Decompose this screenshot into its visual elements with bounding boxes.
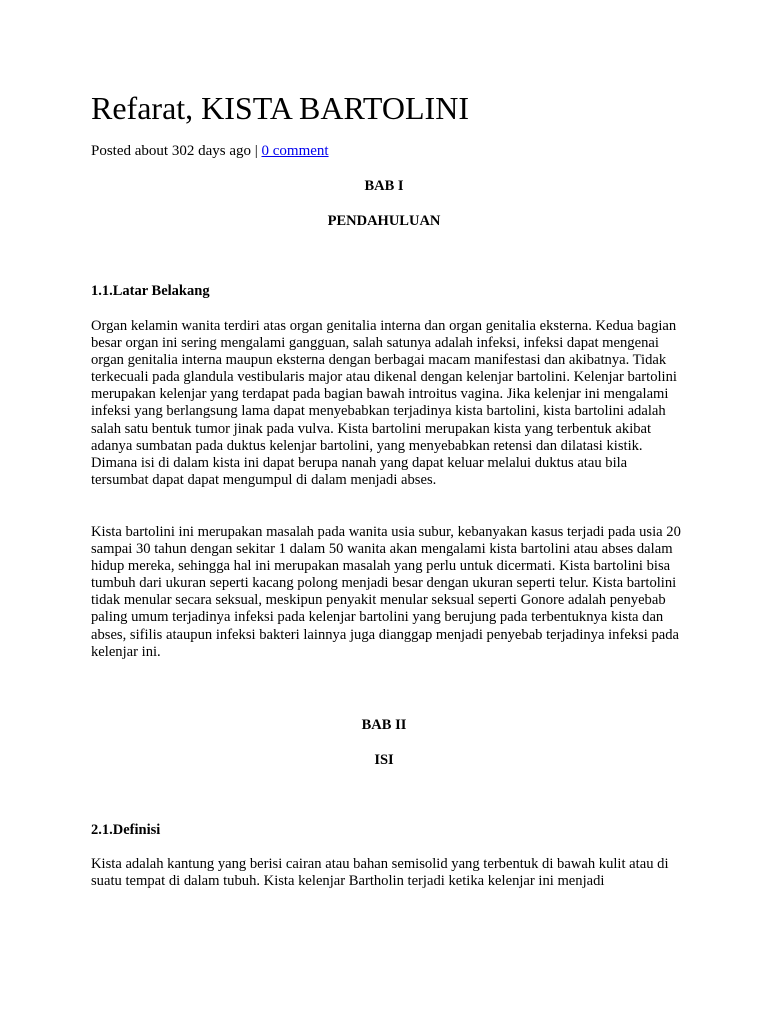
paragraph-latar-belakang-1: Organ kelamin wanita terdiri atas organ genitalia interna dan organ genitalia eksterna. Kedua bagian besar organ ini sering mengalami gangguan, salah satunya adalah infeksi, infeksi dapat mengenai organ genitalia interna maupun eksterna dengan berbagai macam manifestasi dan akibatnya. Tidak terkecuali pada glandula vestibularis major atau dikenal dengan kelenjar bartolini. Kelenjar bartolini merupakan kelenjar yang terdapat pada bagian bawah introitus vagina. Jika kelenjar ini mengalami infeksi yang berlangsung lama dapat menyebabkan terjadinya kista bartolini, kista bartolini adalah salah satu bentuk tumor jinak pada vulva. Kista bartolini merupakan kista yang terbentuk akibat adanya sumbatan pada duktus kelenjar bartolini, yang menyebabkan retensi dan dilatasi kistik. Dimana isi di dalam kista ini dapat berupa nanah yang dapat keluar melalui duktus atau bila tersumbat dapat dapat mengumpul di dalam menjadi abses.	[91, 318, 677, 488]
article-title: Refarat, KISTA BARTOLINI	[91, 90, 469, 126]
chapter-two-title: ISI	[374, 752, 394, 768]
section-latar-belakang-heading: 1.1.Latar Belakang	[91, 283, 210, 299]
paragraph-definisi-1: Kista adalah kantung yang berisi cairan atau bahan semisolid yang terbentuk di bawah kulit atau di suatu tempat di dalam tubuh. Kista kelenjar Bartholin terjadi ketika kelenjar ini menjadi	[91, 856, 669, 890]
posted-date: Posted about 302 days ago |	[91, 143, 262, 159]
post-meta	[91, 142, 329, 160]
chapter-two-heading: BAB II	[361, 717, 407, 733]
paragraph-latar-belakang-2: Kista bartolini ini merupakan masalah pada wanita usia subur, kebanyakan kasus terjadi pada usia 20 sampai 30 tahun dengan sekitar 1 dalam 50 wanita akan mengalami kista bartolini atau abses dalam hidup mereka, sehingga hal ini merupakan masalah yang perlu untuk dicermati. Kista bartolini bisa tumbuh dari ukuran seperti kacang polong menjadi besar dengan ukuran seperti telur. Kista bartolini tidak menular secara seksual, meskipun penyakit menular seksual seperti Gonore adalah penyebab paling umum terjadinya infeksi pada kelenjar bartolini yang berujung pada terbentuknya kista dan abses, sifilis ataupun infeksi bakteri lainnya juga dianggap menjadi penyebab terjadinya infeksi pada kelenjar ini.	[91, 524, 681, 660]
chapter-one-title: PENDAHULUAN	[327, 213, 441, 229]
chapter-one-heading: BAB I	[364, 178, 404, 194]
comment-link[interactable]: 0 comment	[261, 143, 329, 159]
section-definisi-heading: 2.1.Definisi	[91, 822, 161, 838]
